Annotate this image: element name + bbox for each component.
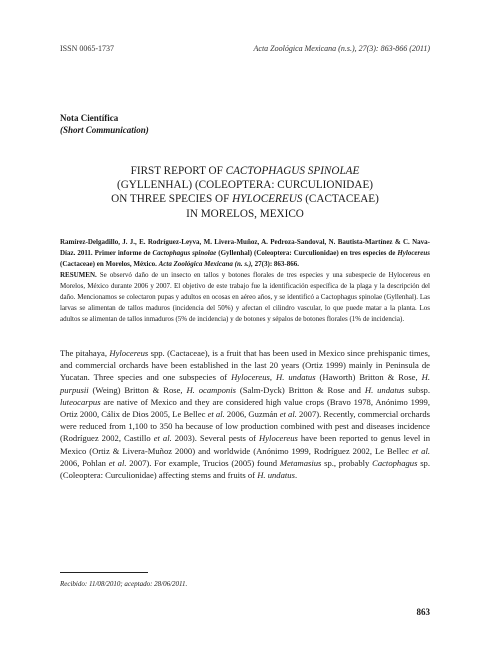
resumen bbox=[60, 270, 430, 325]
title-line-1: FIRST REPORT OF CACTOPHAGUS SPINOLAE bbox=[130, 165, 360, 177]
issn: ISSN 0065-1737 bbox=[60, 44, 115, 53]
title-line-3: ON THREE SPECIES OF HYLOCEREUS (CACTACEAE) bbox=[111, 193, 379, 206]
page-number: 863 bbox=[416, 607, 430, 617]
note-type bbox=[60, 112, 149, 136]
body-paragraph: The pitahaya, Hylocereus spp. (Cactaceae), is a fruit that has been used in Mexico since prehispanic times, and commercial orchards have been established in the last 20 years (Ortiz 1999) mainly in Peninsula de Yucatan. Three species and one subspecies of Hylocereus, H. undatus (Haworth) Britton & Rose, H. purpusii (Weing) Britton & Rose, H. ocamponis (Salm-Dyck) Britton & Rose and H. undatus subsp. luteocarpus are native of Mexico and they are considered high value crops (Bravo 1978, Anónimo 1999, Ortiz 2000, Cálix de Dios 2005, Le Bellec et al. 2006, Guzmán et al. 2007). Recently, commercial orchards were reduced from 1,100 to 350 ha because of low production combined with pest and diseases incidence (Rodríguez 2002, Castillo et al. 2003). Several pests of Hylocereus have been reported to genus level in Mexico (Ortiz & Livera-Muñoz 2000) and worldwide (Anónimo 1999, Rodríguez 2002, Le Bellec et al. 2006, Pohlan et al. 2007). For example, Trucios (2005) found Metamasius sp., probably Cactophagus sp. (Coleoptera: Curculionidae) affecting stems and fruits of H. undatus. bbox=[60, 348, 430, 481]
footnote: Recibido: 11/08/2010; aceptado: 28/06/2011. bbox=[60, 580, 188, 588]
citation: Ramírez-Delgadillo, J. J., E. Rodríguez-Leyva, M. Livera-Muñoz, A. Pedroza-Sandoval, N. Bautista-Martínez & C. Nava-Díaz. 2011. Primer informe de Cactophagus spinolae (Gyllenhal) (Coleoptera: Curculionidae) en tres especies de Hylocereus (Cactaceae) en Morelos, México. Acta Zoológica Mexicana (n. s.), 27(3): 863-866. bbox=[60, 238, 430, 268]
abstract-block bbox=[60, 237, 430, 325]
title-line-2: (GYLLENHAL) (COLEOPTERA: CURCULIONIDAE) bbox=[116, 179, 374, 192]
note-type-es: Nota Científica bbox=[60, 113, 119, 123]
note-type-en: (Short Communication) bbox=[60, 125, 149, 135]
body-text bbox=[60, 347, 430, 481]
title-line-4: IN MORELOS, MEXICO bbox=[186, 207, 304, 220]
article-title bbox=[60, 164, 430, 221]
footnote-rule bbox=[60, 572, 148, 573]
resumen-text: Se observó daño de un insecto en tallos y botones florales de tres especies y una subespecie de Hylocereus en Morelos, México durante 2006 y 2007. El objetivo de este trabajo fue la identificación específica de la plaga y la descripción del daño. Mencionamos se colectaron pupas y adultos en ocosas en aéreo años, y se identificó a Cactophagus spinolae (Gyllenhal). Las larvas se alimentan de tallos maduros (incidencia del 50%) y afectan el cilindro vascular, lo que puede matar a la planta. Los adultos se alimentan de tallos inmaduros (5% de incidencia) y de botones y sépalos de botones florales (1% de incidencia). bbox=[60, 271, 430, 323]
resumen-label: RESUMEN. bbox=[60, 271, 97, 279]
journal-reference: Acta Zoológica Mexicana (n.s.), 27(3): 863-866 (2011) bbox=[253, 44, 430, 53]
citation-authors: Ramírez-Delgadillo, J. J., E. Rodríguez-Leyva, M. Livera-Muñoz, A. Pedroza-Sandoval, N. Bautista-Martínez & C. Nava-Díaz. bbox=[60, 238, 430, 257]
